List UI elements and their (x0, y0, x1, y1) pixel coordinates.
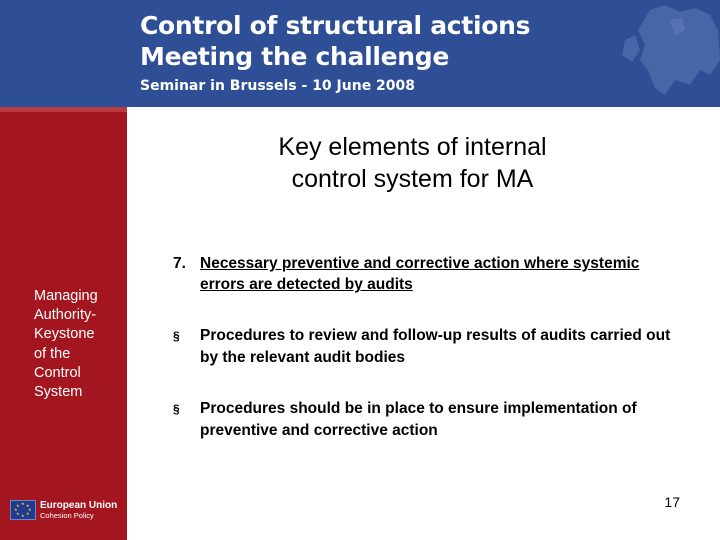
slide-title-line2: control system for MA (291, 165, 534, 193)
eu-logo-line1: European Union (40, 500, 118, 511)
banner-title-line1: Control of structural actions (140, 11, 531, 40)
bullet-item (173, 398, 673, 442)
sidebar-stripe (0, 107, 127, 112)
page-number: 17 (664, 494, 680, 510)
eu-logo-line2: Cohesion Policy (40, 511, 94, 520)
banner-subtitle: Seminar in Brussels - 10 June 2008 (140, 78, 416, 94)
sidebar-caption-line: Authority- (34, 307, 97, 324)
sidebar-caption-line: Keystone (34, 326, 95, 343)
banner-title-line2: Meeting the challenge (140, 42, 450, 71)
sidebar-caption (34, 287, 124, 402)
bullet-mark: § (173, 329, 180, 343)
point-text: Necessary preventive and corrective action where systemic errors are detected by audits (200, 255, 640, 293)
eu-logo (10, 500, 117, 520)
bullet-mark: § (173, 402, 180, 416)
bullet-item (173, 325, 673, 369)
sidebar-caption-line: System (34, 384, 83, 401)
bullet-text: Procedures to review and follow-up results of audits carried out by the relevant audit bodies (200, 327, 671, 366)
banner-title (140, 10, 530, 72)
eu-flag-icon: ★ ★ ★ ★ ★ ★ ★ ★ (10, 500, 36, 520)
eu-logo-text (40, 500, 117, 520)
header-banner (0, 0, 720, 107)
bullet-text: Procedures should be in place to ensure implementation of preventive and corrective action (200, 400, 637, 439)
numbered-point (173, 253, 673, 295)
slide-title (190, 131, 635, 195)
europe-map-icon (610, 0, 720, 107)
sidebar-caption-line: Managing (34, 288, 98, 304)
sidebar-caption-line: Control (34, 364, 81, 381)
point-number: 7. (173, 255, 186, 272)
sidebar-caption-line: of the (34, 345, 71, 362)
slide-title-line1: Key elements of internal (278, 133, 547, 161)
